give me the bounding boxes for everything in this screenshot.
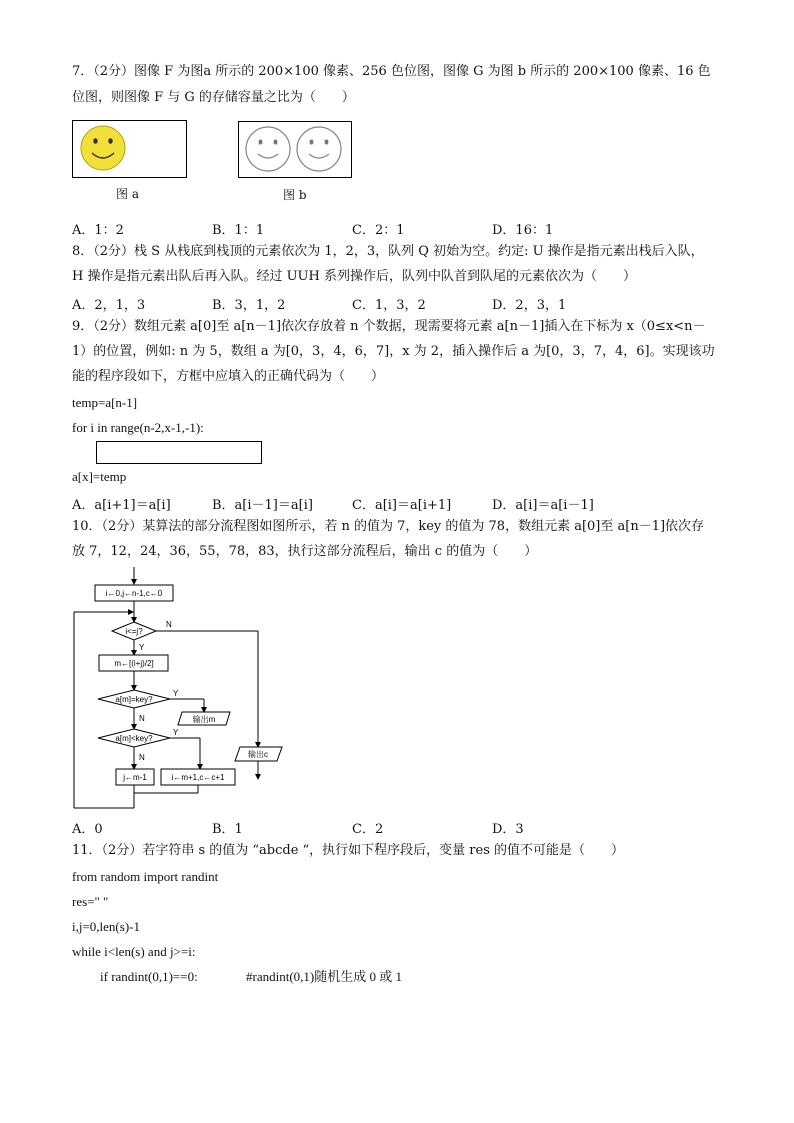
q11-code-line-1: from random import randint — [72, 869, 219, 884]
q11-code-line-5: if randint(0,1)==0: — [100, 969, 198, 984]
answer-blank-box[interactable] — [96, 441, 262, 464]
q9-code-line-1: temp=a[n-1] — [72, 395, 138, 410]
q9-stem-line-3: 能的程序段如下，方框中应填入的正确代码为（ ） — [72, 369, 385, 384]
flow-assign-m-text: m←[(i+j)/2] — [114, 659, 154, 668]
q10-option-b[interactable]: B．1 — [212, 822, 243, 837]
q10-option-a[interactable]: A．0 — [72, 822, 103, 837]
q9-option-b[interactable]: B．a[i－1]＝a[i] — [212, 498, 313, 513]
flow-cond3-text: a[m]<key? — [115, 734, 153, 743]
q10-stem-line-1: 10．（2分）某算法的部分流程图如图所示，若 n 的值为 7，key 的值为 78，数组元素 a[0]至 a[n－1]依次存 — [72, 519, 705, 534]
flow-output-m-text: 输出m — [192, 715, 216, 724]
q9-options — [72, 494, 732, 513]
q7-option-b[interactable]: B．1：1 — [212, 223, 265, 238]
q10-options — [72, 818, 732, 837]
q9-option-d[interactable]: D．a[i]＝a[i－1] — [492, 498, 594, 513]
q8-option-d[interactable]: D．2，3，1 — [492, 298, 567, 313]
smiley-face-outline-icon — [246, 127, 290, 171]
q7-stem-line-1: 7．（2分）图像 F 为图a 所示的 200×100 像素、256 色位图，图像 G 为图 b 所示的 200×100 像素、16 色 — [72, 64, 711, 79]
q9-stem-line-1: 9．（2分）数组元素 a[0]至 a[n－1]依次存放着 n 个数据，现需要将元素 a[n－1]插入在下标为 x（0≤x<n－ — [72, 319, 706, 334]
smiley-face-outline-icon — [297, 127, 341, 171]
q8-option-b[interactable]: B．3，1，2 — [212, 298, 286, 313]
q8-option-a[interactable]: A．2，1，3 — [72, 298, 146, 313]
q7-option-d[interactable]: D．16：1 — [492, 223, 554, 238]
flow-label-no-1: N — [166, 620, 172, 629]
q8-stem-line-1: 8．（2分）栈 S 从栈底到栈顶的元素依次为 1，2，3，队列 Q 初始为空。约定: U 操作是指元素出栈后入队， — [72, 244, 704, 259]
q8-option-c[interactable]: C．1，3，2 — [352, 298, 426, 313]
smiley-face-icon — [81, 126, 125, 170]
flow-label-no-2: N — [139, 714, 145, 723]
q10-option-d[interactable]: D．3 — [492, 822, 524, 837]
flow-label-yes-3: Y — [173, 728, 179, 737]
flowchart — [70, 565, 290, 810]
flow-label-yes-2: Y — [173, 689, 179, 698]
q10-option-c[interactable]: C．2 — [352, 822, 384, 837]
q11-stem-line-1: 11．（2分）若字符串 s 的值为 “abcde “，执行如下程序段后，变量 res 的值不可能是（ ） — [72, 843, 625, 858]
flow-cond1-text: i<=j? — [125, 627, 143, 636]
q7-stem-line-2: 位图，则图像 F 与 G 的存储容量之比为（ ） — [72, 90, 355, 105]
flow-init-text: i←0,j←n-1,c←0 — [105, 589, 163, 598]
q11-code-line-2: res=" " — [72, 894, 109, 909]
flow-cond2-text: a[m]=key? — [115, 695, 153, 704]
q11-code-comment: #randint(0,1)随机生成 0 或 1 — [246, 969, 402, 984]
q9-option-c[interactable]: C．a[i]＝a[i+1] — [352, 498, 452, 513]
figure-b — [238, 121, 354, 179]
q10-stem-line-2: 放 7，12，24，36，55，78，83，执行这部分流程后，输出 c 的值为（ ） — [72, 544, 538, 559]
flow-set-i-text: i←m+1,c←c+1 — [171, 773, 225, 782]
q8-options — [72, 294, 732, 313]
q9-option-a[interactable]: A．a[i+1]＝a[i] — [72, 498, 171, 513]
q9-stem-line-2: 1）的位置，例如: n 为 5，数组 a 为[0，3，4，6，7]，x 为 2，插入操作后 a 为[0，3，7，4，6]。实现该功 — [72, 344, 715, 359]
q9-code-line-2: for i in range(n-2,x-1,-1): — [72, 420, 204, 435]
flow-label-yes-1: Y — [139, 643, 145, 652]
q11-code-line-4: while i<len(s) and j>=i: — [72, 944, 196, 959]
flow-set-j-text: j←m-1 — [123, 773, 147, 782]
q7-options — [72, 219, 732, 238]
q8-stem-line-2: H 操作是指元素出队后再入队。经过 UUH 系列操作后，队列中队首到队尾的元素依次为（ ） — [72, 269, 636, 284]
q9-code-line-3: a[x]=temp — [72, 469, 127, 484]
figure-b-caption: 图 b — [283, 188, 307, 202]
q11-code-line-3: i,j=0,len(s)-1 — [72, 919, 140, 934]
flow-label-no-3: N — [139, 753, 145, 762]
figure-a — [72, 120, 188, 180]
figure-a-caption: 图 a — [116, 187, 139, 201]
flow-output-c-text: 输出c — [248, 750, 268, 759]
q7-option-a[interactable]: A．1：2 — [72, 223, 124, 238]
q7-option-c[interactable]: C．2：1 — [352, 223, 405, 238]
